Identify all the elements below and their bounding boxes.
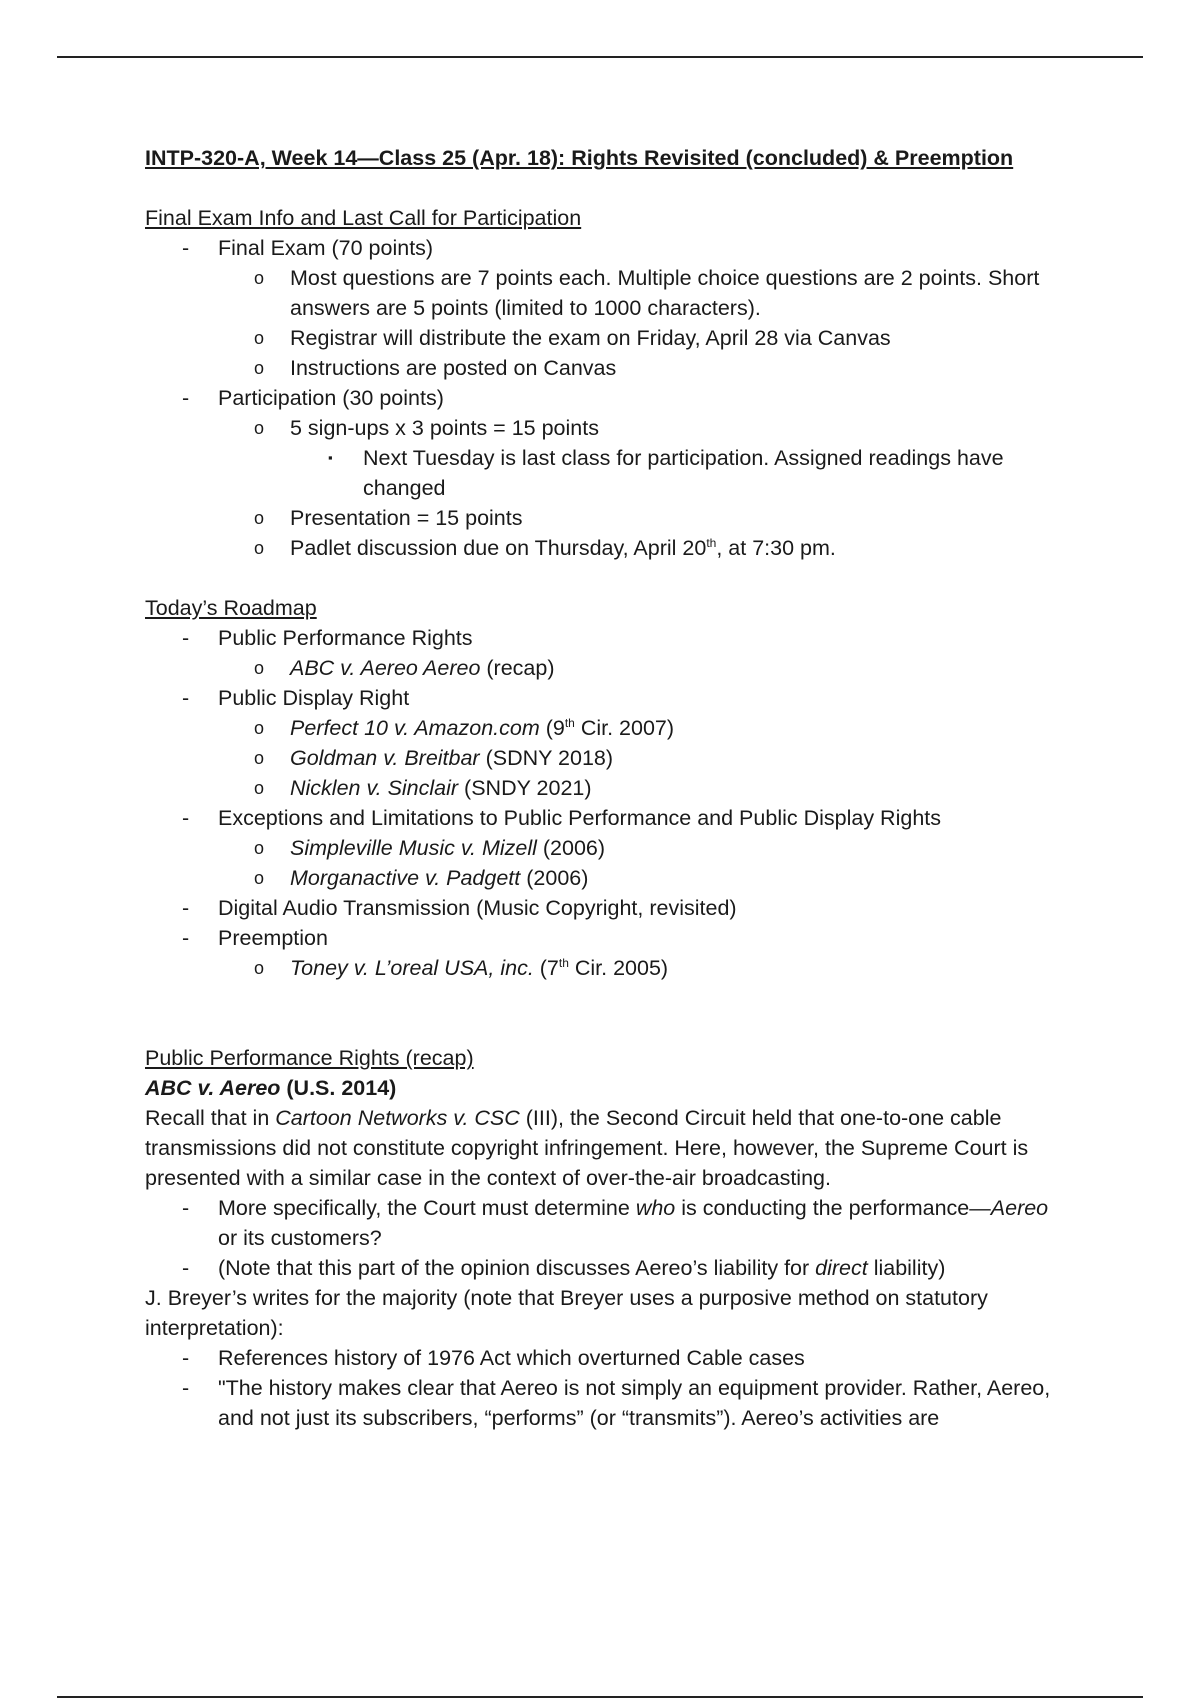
bottom-rule [57,1696,1143,1698]
circle-bullet-icon: o [254,358,265,378]
list-item: - "The history makes clear that Aereo is not simply an equipment provider. Rather, Aereo, [145,1373,1095,1403]
list-item: o Registrar will distribute the exam on Friday, April 28 via Canvas [145,323,1095,353]
paragraph-line: Recall that in Cartoon Networks v. CSC (III), the Second Circuit held that one-to-one cable [145,1106,1002,1130]
top-rule [57,56,1143,58]
dash-bullet: - [182,686,190,710]
dash-bullet: - [182,806,190,830]
dash-bullet: - [182,896,190,920]
list-item: o ABC v. Aereo Aereo (recap) [145,653,1095,683]
list-item: - (Note that this part of the opinion discusses Aereo’s liability for direct liability) [145,1253,1095,1283]
case-title: ABC v. Aereo (U.S. 2014) [145,1076,397,1100]
list-item: - More specifically, the Court must determine who is conducting the performance—Aereo [145,1193,1095,1223]
list-item: o Instructions are posted on Canvas [145,353,1095,383]
paragraph-line: interpretation): [145,1316,284,1340]
list-item: o Most questions are 7 points each. Multiple choice questions are 2 points. Short [145,263,1095,293]
list-item: - Exceptions and Limitations to Public Performance and Public Display Rights [145,803,1095,833]
list-item-continuation: and not just its subscribers, “performs” (or “transmits”). Aereo’s activities are [218,1406,940,1430]
list-item: ▪ Next Tuesday is last class for participation. Assigned readings have [145,443,1095,473]
circle-bullet-icon: o [254,268,265,288]
list-item: o 5 sign-ups x 3 points = 15 points [145,413,1095,443]
list-item: - Public Display Right [145,683,1095,713]
circle-bullet-icon: o [254,748,265,768]
dash-bullet: - [182,1196,190,1220]
page-title: INTP-320-A, Week 14—Class 25 (Apr. 18): Rights Revisited (concluded) & Preemption [145,146,1014,170]
list-item: o Presentation = 15 points [145,503,1095,533]
list-item: o Padlet discussion due on Thursday, April 20th, at 7:30 pm. [145,533,1095,563]
list-item: o Simpleville Music v. Mizell (2006) [145,833,1095,863]
circle-bullet-icon: o [254,328,265,348]
paragraph-line: J. Breyer’s writes for the majority (note that Breyer uses a purposive method on statutory [145,1286,988,1310]
circle-bullet-icon: o [254,658,265,678]
list-item: - Final Exam (70 points) [145,233,1095,263]
list-item: o Toney v. L’oreal USA, inc. (7th Cir. 2005) [145,953,1095,983]
dash-bullet: - [182,1346,190,1370]
circle-bullet-icon: o [254,508,265,528]
dash-bullet: - [182,1256,190,1280]
list-item-continuation: changed [363,476,446,500]
circle-bullet-icon: o [254,418,265,438]
list-item: - Participation (30 points) [145,383,1095,413]
list-item: o Nicklen v. Sinclair (SNDY 2021) [145,773,1095,803]
list-item-continuation: answers are 5 points (limited to 1000 characters). [290,296,761,320]
list-item: o Perfect 10 v. Amazon.com (9th Cir. 2007) [145,713,1095,743]
dash-bullet: - [182,386,190,410]
list-item: o Morganactive v. Padgett (2006) [145,863,1095,893]
list-item: - References history of 1976 Act which overturned Cable cases [145,1343,1095,1373]
circle-bullet-icon: o [254,718,265,738]
list-item: - Preemption [145,923,1095,953]
dash-bullet: - [182,626,190,650]
list-item: o Goldman v. Breitbar (SDNY 2018) [145,743,1095,773]
list-item-continuation: or its customers? [218,1226,382,1250]
roadmap-heading: Today’s Roadmap [145,596,317,620]
list-item: - Public Performance Rights [145,623,1095,653]
square-bullet-icon: ▪ [328,450,333,465]
dash-bullet: - [182,236,190,260]
circle-bullet-icon: o [254,838,265,858]
final-exam-heading: Final Exam Info and Last Call for Participation [145,206,582,230]
list-item: - Digital Audio Transmission (Music Copyright, revisited) [145,893,1095,923]
circle-bullet-icon: o [254,868,265,888]
dash-bullet: - [182,926,190,950]
dash-bullet: - [182,1376,190,1400]
paragraph-line: transmissions did not constitute copyright infringement. Here, however, the Supreme Court is [145,1136,1029,1160]
circle-bullet-icon: o [254,778,265,798]
ppr-recap-heading: Public Performance Rights (recap) [145,1046,474,1070]
circle-bullet-icon: o [254,958,265,978]
paragraph-line: presented with a similar case in the context of over-the-air broadcasting. [145,1166,831,1190]
circle-bullet-icon: o [254,538,265,558]
document-body [145,143,1095,1433]
